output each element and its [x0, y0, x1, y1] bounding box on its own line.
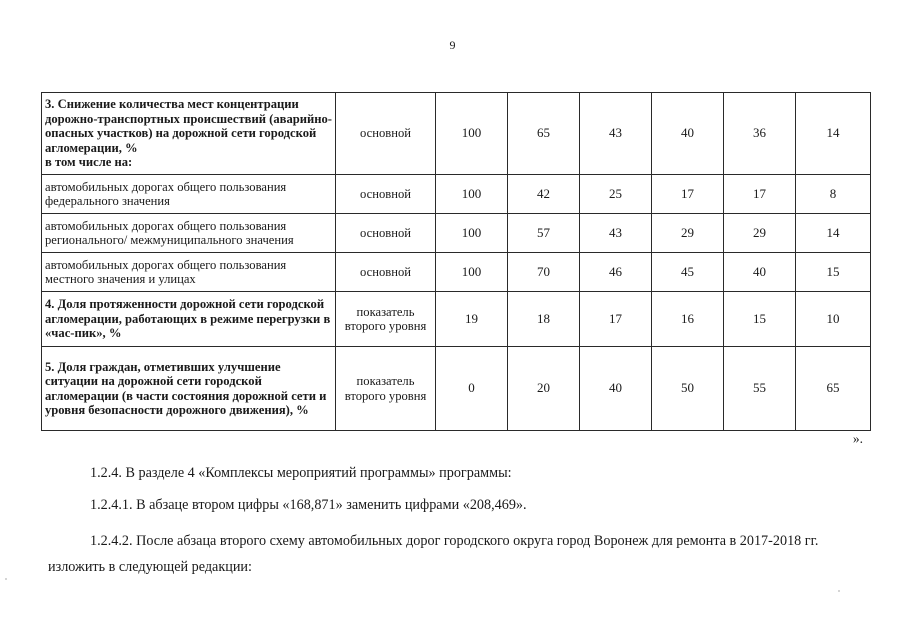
indicator-type: основной	[336, 175, 436, 214]
value-cell: 14	[796, 214, 871, 253]
value-cell: 100	[436, 93, 508, 175]
value-cell: 15	[724, 292, 796, 347]
value-cell: 8	[796, 175, 871, 214]
value-cell: 18	[508, 292, 580, 347]
value-cell: 10	[796, 292, 871, 347]
indicator-type: основной	[336, 214, 436, 253]
table-row	[42, 253, 871, 292]
value-cell: 43	[580, 93, 652, 175]
indicator-name: 3. Снижение количества мест концентрации дорожно-транспортных происшествий (аварийно-опасных участков) на дорожной сети городской агломерации, % в том числе на:	[42, 93, 336, 175]
page-number: 9	[449, 38, 456, 52]
table-row	[42, 347, 871, 431]
value-cell: 43	[580, 214, 652, 253]
value-cell: 17	[724, 175, 796, 214]
table-row	[42, 93, 871, 175]
value-cell: 65	[796, 347, 871, 431]
scan-speck	[838, 590, 840, 592]
paragraph-1-2-4-2: 1.2.4.2. После абзаца второго схему автомобильных дорог городского округа город Воронеж для ремонта в 2017-2018 гг. изложить в следующей редакции:	[48, 533, 819, 575]
value-cell: 19	[436, 292, 508, 347]
indicator-name: автомобильных дорогах общего пользования местного значения и улицах	[42, 253, 336, 292]
indicator-type: показатель второго уровня	[336, 347, 436, 431]
value-cell: 100	[436, 253, 508, 292]
value-cell: 14	[796, 93, 871, 175]
indicator-name: автомобильных дорогах общего пользования регионального/ межмуниципального значения	[42, 214, 336, 253]
indicator-name: 4. Доля протяженности дорожной сети городской агломерации, работающих в режиме перегрузки в «час-пик», %	[42, 292, 336, 347]
value-cell: 17	[652, 175, 724, 214]
value-cell: 29	[652, 214, 724, 253]
indicator-type: показатель второго уровня	[336, 292, 436, 347]
value-cell: 40	[652, 93, 724, 175]
closing-quote: ».	[852, 431, 863, 446]
scan-speck	[5, 578, 7, 580]
table-row	[42, 214, 871, 253]
value-cell: 40	[724, 253, 796, 292]
value-cell: 16	[652, 292, 724, 347]
value-cell: 25	[580, 175, 652, 214]
value-cell: 15	[796, 253, 871, 292]
value-cell: 20	[508, 347, 580, 431]
value-cell: 29	[724, 214, 796, 253]
value-cell: 50	[652, 347, 724, 431]
table-row	[42, 292, 871, 347]
paragraph-1-2-4-1: 1.2.4.1. В абзаце втором цифры «168,871» заменить цифрами «208,469».	[90, 497, 527, 513]
indicator-type: основной	[336, 253, 436, 292]
value-cell: 42	[508, 175, 580, 214]
paragraph-1-2-4: 1.2.4. В разделе 4 «Комплексы мероприятий программы» программы:	[90, 465, 512, 481]
indicators-table	[41, 92, 871, 431]
value-cell: 70	[508, 253, 580, 292]
table-row	[42, 175, 871, 214]
value-cell: 46	[580, 253, 652, 292]
value-cell: 100	[436, 175, 508, 214]
indicator-name: 5. Доля граждан, отметивших улучшение ситуации на дорожной сети городской агломерации (в части состояния дорожной сети и уровня безопасности дорожного движения), %	[42, 347, 336, 431]
indicator-name: автомобильных дорогах общего пользования федерального значения	[42, 175, 336, 214]
value-cell: 40	[580, 347, 652, 431]
value-cell: 100	[436, 214, 508, 253]
value-cell: 55	[724, 347, 796, 431]
value-cell: 0	[436, 347, 508, 431]
value-cell: 57	[508, 214, 580, 253]
value-cell: 17	[580, 292, 652, 347]
value-cell: 36	[724, 93, 796, 175]
value-cell: 45	[652, 253, 724, 292]
value-cell: 65	[508, 93, 580, 175]
indicator-type: основной	[336, 93, 436, 175]
